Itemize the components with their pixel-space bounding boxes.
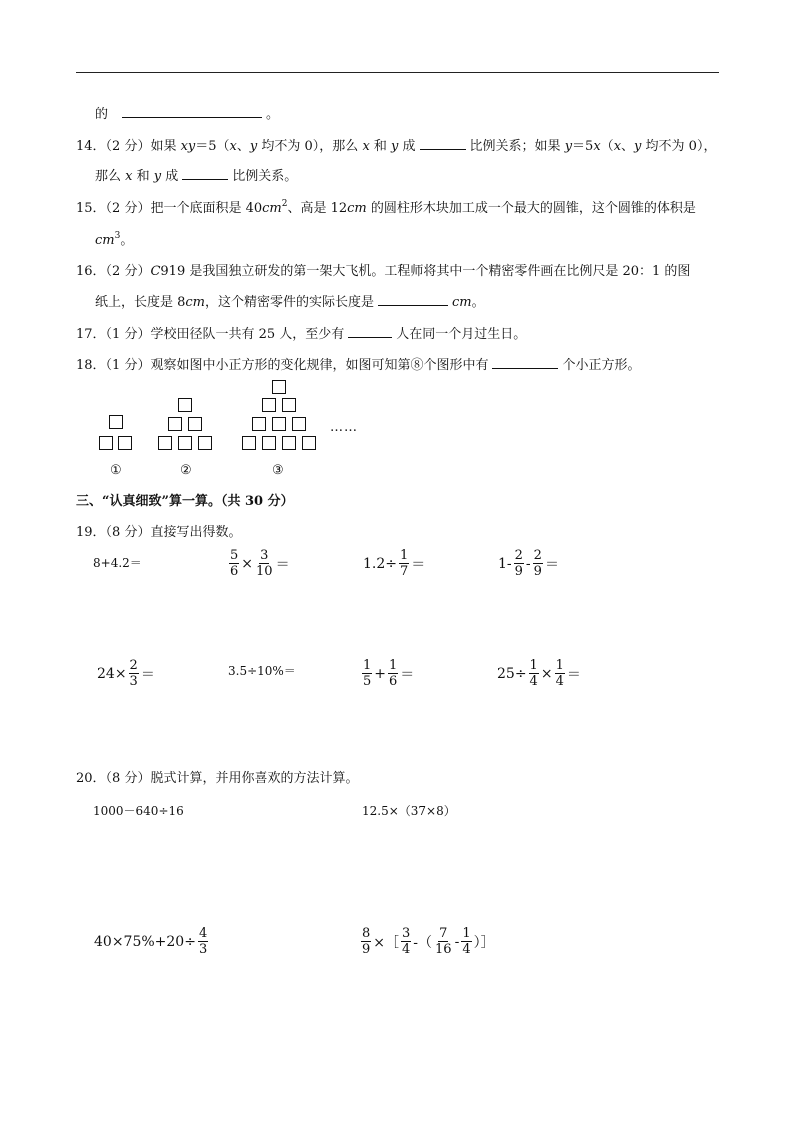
square	[252, 417, 266, 431]
square	[158, 436, 172, 450]
square	[302, 436, 316, 450]
q20-expr-2: 12.5×（37×8）	[362, 804, 456, 818]
q13-tail: 的 。	[95, 107, 280, 122]
square	[272, 380, 286, 394]
question-16-line2: 纸上，长度是 8cm，这个精密零件的实际长度是 cm。	[95, 295, 485, 310]
answer-blank-q18[interactable]	[492, 356, 558, 369]
answer-blank-q16[interactable]	[378, 293, 448, 306]
question-17: 17．（1 分）学校田径队一共有 25 人，至少有 人在同一个月过生日。	[76, 327, 527, 342]
q19-expr-4: 1- $\frac{2}{9}$ - $\frac{2}{9}$ ＝	[498, 548, 559, 579]
figure-label-3: ③	[272, 463, 284, 478]
question-16-line1: 16．（2 分）C919 是我国独立研发的第一架大飞机。工程师将其中一个精密零件画在比例尺是 20：1 的图	[76, 264, 691, 279]
square	[242, 436, 256, 450]
question-14-line1: 14．（2 分）如果 xy＝5（x、y 均不为 0），那么 x 和 y 成 比例关系；如果 y＝5x（x、y 均不为 0），	[76, 139, 717, 154]
square	[118, 436, 132, 450]
q20-expr-4: $\frac{8}{9}$ ×［ $\frac{3}{4}$ -（ $\frac{7}{16}$ - $\frac{1}{4}$ ）］	[362, 926, 495, 957]
header-rule	[76, 72, 719, 73]
q20-expr-1: 1000－640÷16	[93, 804, 184, 818]
square	[262, 398, 276, 412]
figure-label-1: ①	[110, 463, 122, 478]
square	[109, 415, 123, 429]
square	[262, 436, 276, 450]
question-15-line2: $cm^3$。	[95, 231, 134, 248]
square	[99, 436, 113, 450]
q19-expr-8: 25÷ $\frac{1}{4}$ × $\frac{1}{4}$ ＝	[497, 658, 581, 689]
square	[282, 436, 296, 450]
square	[282, 398, 296, 412]
question-15-line1: 15．（2 分）把一个底面积是 $40cm^2$、高是 12cm 的圆柱形木块加工成一个最大的圆锥，这个圆锥的体积是	[76, 199, 696, 216]
answer-blank-q13[interactable]	[122, 105, 262, 118]
question-14-line2: 那么 x 和 y 成 比例关系。	[95, 169, 298, 184]
square	[178, 398, 192, 412]
answer-blank-q17[interactable]	[348, 325, 392, 338]
q19-expr-6: 3.5÷10%＝	[228, 664, 296, 678]
square	[272, 417, 286, 431]
square	[178, 436, 192, 450]
square	[292, 417, 306, 431]
q19-expr-5: 24× $\frac{2}{3}$ ＝	[97, 658, 155, 689]
figure-label-2: ②	[180, 463, 192, 478]
section-3-heading: 三、“认真细致”算一算。（共 30 分）	[76, 494, 294, 509]
q19-expr-3: 1.2÷ $\frac{1}{7}$ ＝	[363, 548, 426, 579]
question-19-title: 19．（8 分）直接写出得数。	[76, 525, 242, 540]
q19-expr-1: 8+4.2＝	[93, 556, 142, 570]
answer-blank-q14a[interactable]	[420, 137, 466, 150]
q19-expr-2: $\frac{5}{6}$ × $\frac{3}{10}$ ＝	[230, 548, 290, 579]
square	[198, 436, 212, 450]
q20-expr-3: 40×75%+20÷ $\frac{4}{3}$	[94, 926, 208, 957]
square	[168, 417, 182, 431]
question-18: 18．（1 分）观察如图中小正方形的变化规律，如图可知第⑧个图形中有 个小正方形。	[76, 358, 641, 373]
square	[188, 417, 202, 431]
q19-expr-7: $\frac{1}{5}$ + $\frac{1}{6}$ ＝	[363, 658, 415, 689]
answer-blank-q14b[interactable]	[182, 167, 228, 180]
question-20-title: 20．（8 分）脱式计算，并用你喜欢的方法计算。	[76, 771, 359, 786]
ellipsis: ……	[330, 420, 358, 435]
